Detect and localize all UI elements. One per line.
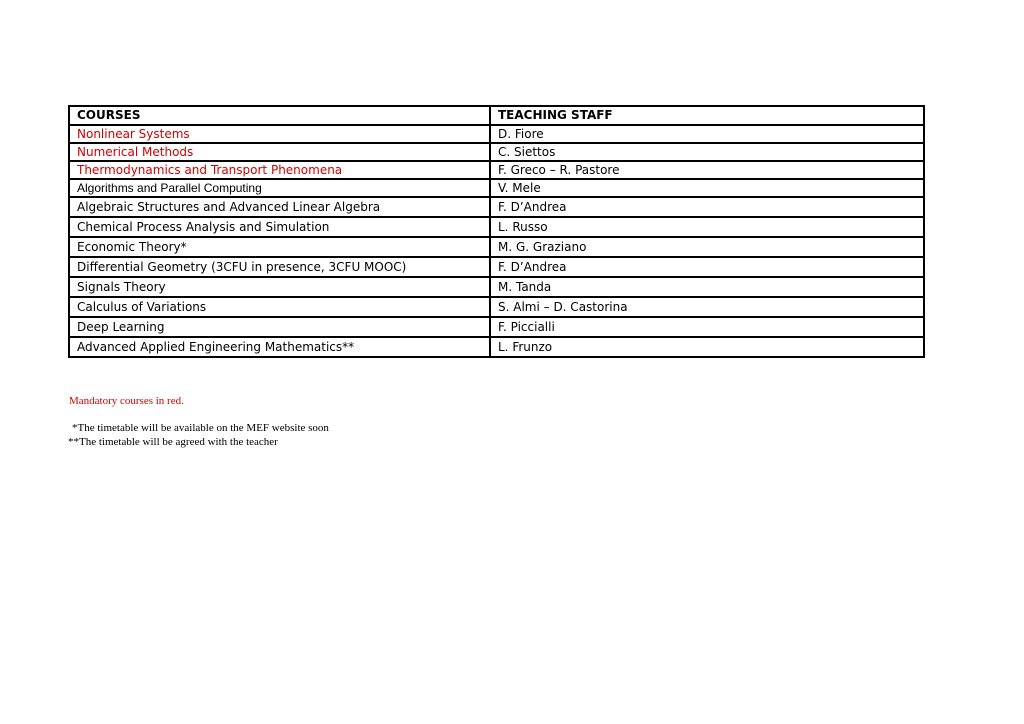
teaching-staff: F. Piccialli — [490, 317, 924, 337]
table-header-row — [69, 106, 924, 125]
table-row — [69, 197, 924, 217]
teaching-staff: F. D’Andrea — [490, 197, 924, 217]
teaching-staff: M. G. Graziano — [490, 237, 924, 257]
course-name: Deep Learning — [69, 317, 490, 337]
course-name: Calculus of Variations — [69, 297, 490, 317]
courses-header: COURSES — [69, 106, 490, 125]
teaching-staff: V. Mele — [490, 179, 924, 197]
course-name: Advanced Applied Engineering Mathematics** — [69, 337, 490, 357]
teaching-staff: L. Russo — [490, 217, 924, 237]
table-row — [69, 257, 924, 277]
table-row — [69, 277, 924, 297]
table-row — [69, 125, 924, 143]
teaching-staff: F. Greco – R. Pastore — [490, 161, 924, 179]
course-name: Economic Theory* — [69, 237, 490, 257]
table-row — [69, 143, 924, 161]
teaching-staff: C. Siettos — [490, 143, 924, 161]
course-name: Numerical Methods — [69, 143, 490, 161]
table-row — [69, 237, 924, 257]
table-row — [69, 217, 924, 237]
table-row — [69, 337, 924, 357]
table-row — [69, 179, 924, 197]
mandatory-courses-note: Mandatory courses in red. — [69, 395, 184, 407]
footnote-timetable-teacher: **The timetable will be agreed with the teacher — [68, 436, 278, 448]
course-name: Chemical Process Analysis and Simulation — [69, 217, 490, 237]
teaching-staff: L. Frunzo — [490, 337, 924, 357]
teaching-staff-header: TEACHING STAFF — [490, 106, 924, 125]
course-name: Differential Geometry (3CFU in presence, 3CFU MOOC) — [69, 257, 490, 277]
table-row — [69, 297, 924, 317]
courses-table — [68, 105, 925, 358]
teaching-staff: M. Tanda — [490, 277, 924, 297]
table-row — [69, 317, 924, 337]
teaching-staff: F. D’Andrea — [490, 257, 924, 277]
course-name: Algorithms and Parallel Computing — [69, 179, 490, 197]
course-name: Thermodynamics and Transport Phenomena — [69, 161, 490, 179]
course-name: Nonlinear Systems — [69, 125, 490, 143]
teaching-staff: D. Fiore — [490, 125, 924, 143]
footnote-timetable-website: *The timetable will be available on the MEF website soon — [72, 422, 329, 434]
teaching-staff: S. Almi – D. Castorina — [490, 297, 924, 317]
course-name: Signals Theory — [69, 277, 490, 297]
course-name: Algebraic Structures and Advanced Linear Algebra — [69, 197, 490, 217]
table-row — [69, 161, 924, 179]
